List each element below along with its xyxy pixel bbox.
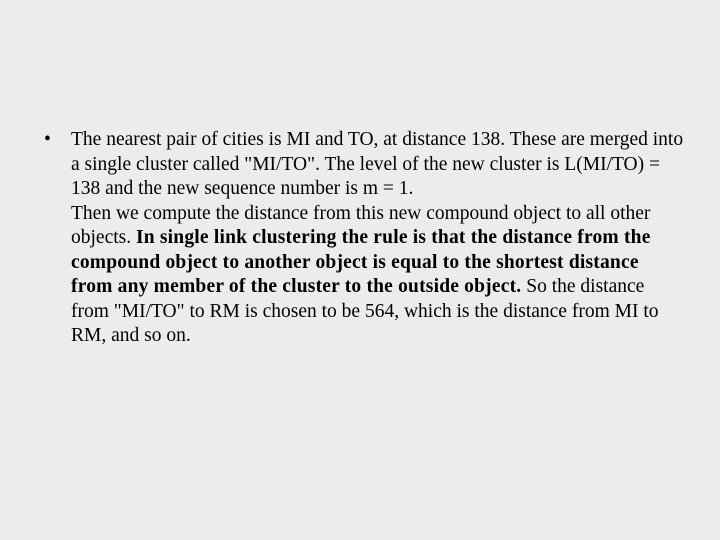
paragraph-distance-rule [71, 202, 684, 349]
single-link-rule-text: In single link clustering the rule is that the distance from the compound object to another object is equal to the shortest distance from any member of the cluster to the outside object. [71, 227, 651, 297]
paragraph-distance-intro: Then we compute the distance from this new compound object to all other objects. [71, 202, 651, 248]
bullet-body [71, 128, 684, 349]
bullet-dot-icon: • [44, 129, 51, 150]
paragraph-merge-description: The nearest pair of cities is MI and TO, at distance 138. These are merged into a single cluster called "MI/TO". The level of the new cluster is L(MI/TO) = 138 and the new sequence number is m = 1. [71, 129, 684, 199]
bullet-item [44, 128, 684, 349]
paragraph-distance-outro: So the distance from "MI/TO" to RM is chosen to be 564, which is the distance from MI to RM, and so on. [71, 276, 659, 346]
